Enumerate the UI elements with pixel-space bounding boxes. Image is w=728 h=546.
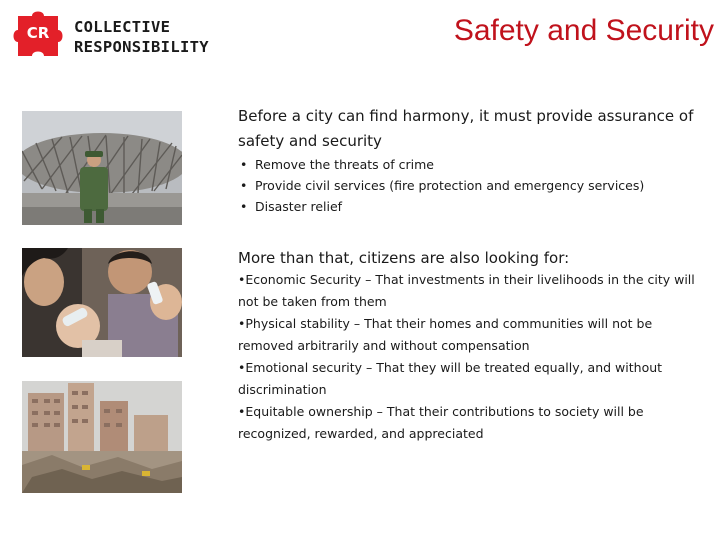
slide-content bbox=[238, 104, 700, 445]
intro-text: Before a city can find harmony, it must provide assurance of safety and security bbox=[238, 107, 694, 150]
slide-title: Safety and Security bbox=[453, 14, 714, 47]
logo-mark: CR bbox=[26, 24, 50, 42]
stadium-guard-photo bbox=[22, 111, 182, 225]
collective-responsibility-logo bbox=[10, 8, 209, 64]
citizen-needs-list bbox=[238, 269, 700, 445]
logo-line-1: COLLECTIVE bbox=[74, 18, 171, 36]
bullet-item: • Provide civil services (fire protection and emergency services) bbox=[238, 175, 700, 196]
bullet-item: • Remove the threats of crime bbox=[238, 154, 700, 175]
need-item: •Equitable ownership – That their contributions to society will be recognized, rewarded, and appreciated bbox=[238, 404, 644, 441]
need-item: •Physical stability – That their homes and communities will not be removed arbitrarily and without compensation bbox=[238, 316, 653, 353]
demolished-buildings-photo bbox=[22, 381, 182, 493]
mother-feeding-baby-photo bbox=[22, 248, 182, 357]
need-item: •Emotional security – That they will be treated equally, and without discrimination bbox=[238, 360, 663, 397]
bullet-item: • Disaster relief bbox=[238, 196, 700, 217]
section-heading: More than that, citizens are also looking for: bbox=[238, 249, 570, 267]
need-item: •Economic Security – That investments in their livelihoods in the city will not be taken from them bbox=[238, 272, 695, 309]
safety-bullet-list bbox=[238, 154, 700, 217]
logo-line-2: RESPONSIBILITY bbox=[74, 38, 209, 56]
